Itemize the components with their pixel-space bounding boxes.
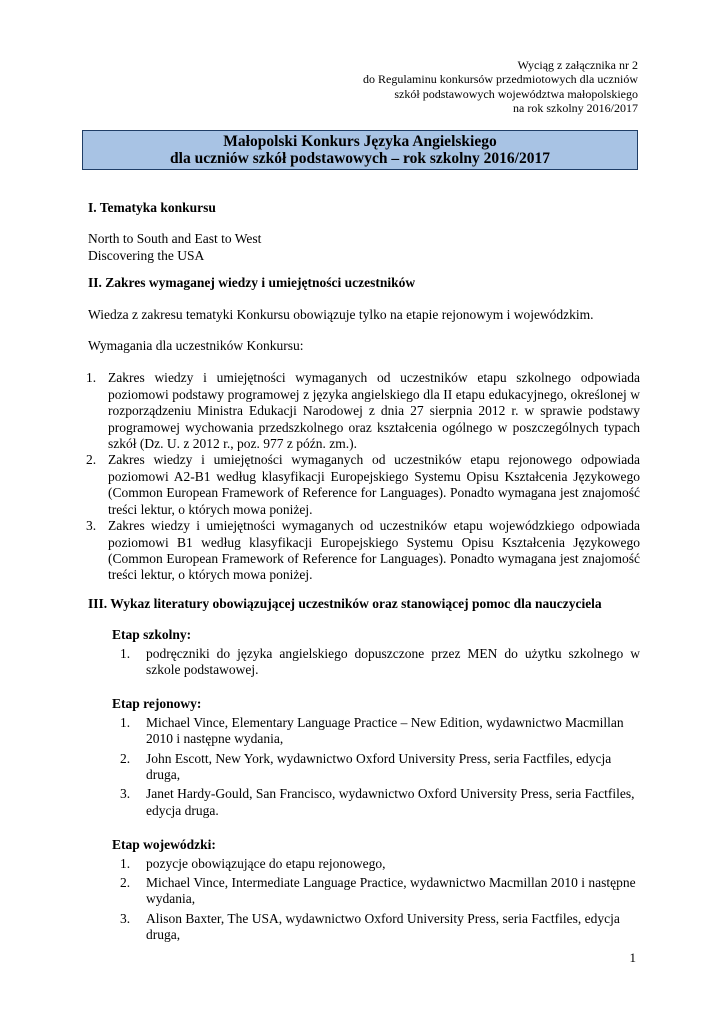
- literature-number: 3.: [120, 786, 131, 802]
- header-line: szkół podstawowych województwa małopolskiego: [394, 86, 638, 101]
- topic-item: North to South and East to West: [88, 231, 262, 247]
- header-line: do Regulaminu konkursów przedmiotowych dla uczniów: [363, 72, 638, 87]
- literature-item: [112, 715, 640, 748]
- requirement-item: [86, 452, 640, 518]
- requirement-text: Zakres wiedzy i umiejętności wymaganych od uczestników etapu wojewódzkiego odpowiada poziomowi B1 według klasyfikacji Europejskiego Systemu Opisu Kształcenia Językowego (Common European Framework of Reference for Languages). Ponadto wymagana jest znajomość treści lektur, o których mowa poniżej.: [108, 518, 640, 583]
- page-number: 1: [629, 950, 636, 965]
- literature-list: [112, 856, 640, 944]
- requirement-number: 3.: [86, 518, 97, 534]
- stage-title: Etap rejonowy:: [112, 696, 202, 712]
- literature-item: [112, 751, 640, 784]
- title-line-1: Małopolski Konkurs Języka Angielskiego: [223, 133, 497, 150]
- requirement-item: [86, 518, 640, 584]
- attachment-header: [218, 58, 638, 116]
- literature-item: [112, 875, 640, 908]
- stage-regional: [112, 696, 640, 819]
- topic-list: [88, 231, 640, 264]
- literature-text: Michael Vince, Intermediate Language Practice, wydawnictwo Macmillan 2010 i następne wydania,: [146, 875, 636, 907]
- requirement-number: 2.: [86, 452, 97, 468]
- requirement-text: Zakres wiedzy i umiejętności wymaganych od uczestników etapu rejonowego odpowiada poziomowi A2-B1 według klasyfikacji Europejskiego Systemu Opisu Kształcenia Językowego (Common European Framework of Reference for Languages). Ponadto wymagana jest znajomość treści lektur, o których mowa poniżej.: [108, 452, 640, 517]
- stage-voivodeship: [112, 837, 640, 943]
- literature-item: [112, 911, 640, 944]
- section-2-heading: II. Zakres wymaganej wiedzy i umiejętności uczestników: [88, 275, 416, 291]
- requirement-text: Zakres wiedzy i umiejętności wymaganych od uczestników etapu szkolnego odpowiada poziomowi podstawy programowej z języka angielskiego dla II etapu edukacyjnego, określonej w rozporządzeniu Ministra Edukacji Narodowej z dnia 27 sierpnia 2012 r. w sprawie podstawy programowej wychowania przedszkolnego oraz kształcenia ogólnego w poszczególnych typach szkół (Dz. U. z 2012 r., poz. 977 z późn. zm.).: [108, 370, 640, 452]
- literature-list: [112, 646, 640, 679]
- literature-text: podręczniki do języka angielskiego dopuszczone przez MEN do użytku szkolnego w szkole podstawowej.: [146, 645, 640, 677]
- literature-number: 1.: [120, 855, 131, 871]
- requirements-list: [86, 370, 640, 583]
- stage-title: Etap szkolny:: [112, 627, 192, 643]
- stage-school: [112, 627, 640, 678]
- requirements-intro: Wymagania dla uczestników Konkursu:: [88, 338, 304, 354]
- literature-text: Alison Baxter, The USA, wydawnictwo Oxford University Press, seria Factfiles, edycja druga,: [146, 910, 620, 943]
- literature-number: 3.: [120, 910, 131, 926]
- literature-text: John Escott, New York, wydawnictwo Oxford University Press, seria Factfiles, edycja druga,: [146, 750, 612, 782]
- section-1-heading: I. Tematyka konkursu: [88, 200, 216, 215]
- literature-item: [112, 786, 640, 819]
- literature-item: [112, 856, 640, 872]
- stage-title: Etap wojewódzki:: [112, 837, 216, 853]
- literature-item: [112, 646, 640, 679]
- section-3-heading: III. Wykaz literatury obowiązującej uczestników oraz stanowiącej pomoc dla nauczyciela: [88, 595, 602, 611]
- header-line: na rok szkolny 2016/2017: [513, 101, 638, 116]
- literature-text: Janet Hardy-Gould, San Francisco, wydawnictwo Oxford University Press, seria Factfiles, edycja druga.: [146, 786, 635, 818]
- literature-text: pozycje obowiązujące do etapu rejonowego,: [146, 855, 386, 871]
- document-content: [88, 200, 640, 947]
- literature-number: 1.: [120, 714, 131, 730]
- literature-number: 2.: [120, 750, 131, 766]
- title-line-2: dla uczniów szkół podstawowych – rok szkolny 2016/2017: [170, 150, 550, 167]
- requirement-item: [86, 370, 640, 452]
- literature-number: 1.: [120, 645, 131, 661]
- section-2-paragraph: Wiedza z zakresu tematyki Konkursu obowiązuje tylko na etapie rejonowym i wojewódzkim.: [88, 306, 594, 322]
- literature-number: 2.: [120, 875, 131, 890]
- literature-list: [112, 715, 640, 819]
- literature-text: Michael Vince, Elementary Language Practice – New Edition, wydawnictwo Macmillan 2010 i następne wydania,: [146, 714, 624, 747]
- requirement-number: 1.: [86, 370, 97, 386]
- header-line: Wyciąg z załącznika nr 2: [517, 58, 638, 72]
- topic-item: Discovering the USA: [88, 247, 205, 263]
- title-box: [82, 130, 638, 170]
